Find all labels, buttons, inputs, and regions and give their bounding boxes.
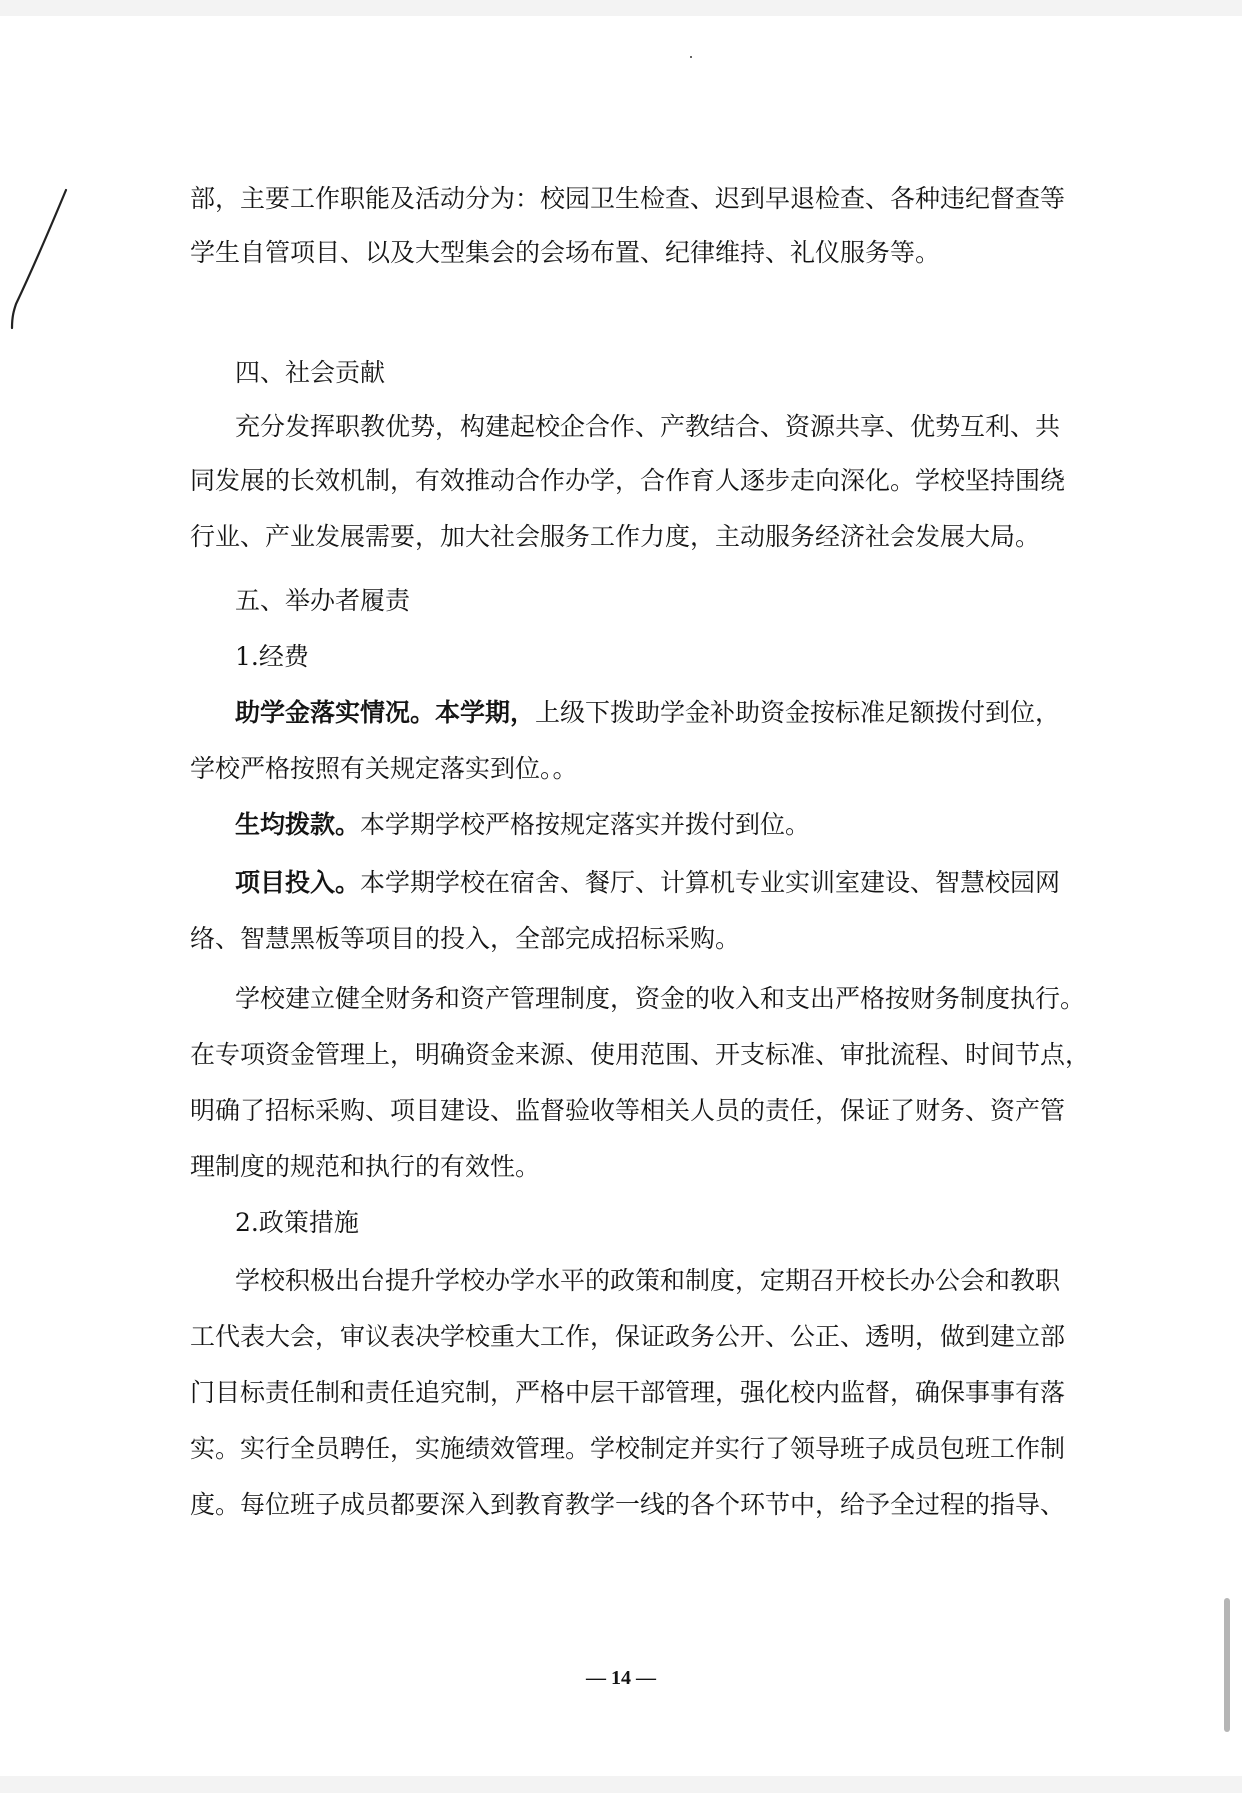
paragraph-line bbox=[235, 808, 1115, 842]
bold-lead: 项目投入。 bbox=[235, 868, 361, 897]
subsection-heading: 2.政策措施 bbox=[235, 1208, 359, 1237]
paragraph-line: 部，主要工作职能及活动分为：校园卫生检查、迟到早退检查、各种违纪督查等 bbox=[190, 184, 1066, 213]
scan-speck bbox=[690, 56, 692, 58]
paragraph-line: 同发展的长效机制，有效推动合作办学，合作育人逐步走向深化。学校坚持围绕 bbox=[190, 466, 1066, 495]
paragraph-line: 行业、产业发展需要，加大社会服务工作力度，主动服务经济社会发展大局。 bbox=[190, 522, 1041, 551]
bold-lead: 生均拨款。 bbox=[235, 810, 361, 839]
margin-pen-mark bbox=[6, 186, 76, 336]
paragraph-line: 在专项资金管理上，明确资金来源、使用范围、开支标准、审批流程、时间节点， bbox=[190, 1040, 1091, 1069]
paragraph-line: 学校建立健全财务和资产管理制度，资金的收入和支出严格按财务制度执行。 bbox=[235, 984, 1086, 1013]
section-heading: 四、社会贡献 bbox=[235, 358, 386, 387]
paragraph-line: 门目标责任制和责任追究制，严格中层干部管理，强化校内监督，确保事事有落 bbox=[190, 1378, 1066, 1407]
line-text: 本学期学校在宿舍、餐厅、计算机专业实训室建设、智慧校园网 bbox=[360, 868, 1061, 897]
paragraph-line: 工代表大会，审议表决学校重大工作，保证政务公开、公正、透明，做到建立部 bbox=[190, 1322, 1066, 1351]
viewer-top-bar bbox=[0, 0, 1242, 16]
paragraph-line bbox=[235, 866, 1115, 900]
paragraph-line: 理制度的规范和执行的有效性。 bbox=[190, 1152, 541, 1181]
paragraph-line: 充分发挥职教优势，构建起校企合作、产教结合、资源共享、优势互利、共 bbox=[235, 412, 1061, 441]
line-text: 上级下拨助学金补助资金按标准足额拨付到位， bbox=[535, 698, 1061, 727]
section-heading: 五、举办者履责 bbox=[235, 586, 411, 615]
paragraph-line: 学生自管项目、以及大型集会的会场布置、纪律维持、礼仪服务等。 bbox=[190, 238, 941, 267]
paragraph-line: 实。实行全员聘任，实施绩效管理。学校制定并实行了领导班子成员包班工作制 bbox=[190, 1434, 1066, 1463]
paragraph-line: 度。每位班子成员都要深入到教育教学一线的各个环节中，给予全过程的指导、 bbox=[190, 1490, 1066, 1519]
paragraph-line: 学校严格按照有关规定落实到位。。 bbox=[190, 754, 578, 783]
viewer-bottom-bar bbox=[0, 1776, 1242, 1793]
paragraph-line: 学校积极出台提升学校办学水平的政策和制度，定期召开校长办公会和教职 bbox=[235, 1266, 1061, 1295]
paragraph-line: 明确了招标采购、项目建设、监督验收等相关人员的责任，保证了财务、资产管 bbox=[190, 1096, 1066, 1125]
page-number: — 14 — bbox=[586, 1667, 656, 1689]
document-page bbox=[0, 16, 1242, 1776]
bold-lead: 助学金落实情况。本学期， bbox=[235, 698, 536, 727]
vertical-scrollbar[interactable] bbox=[1224, 1598, 1230, 1732]
paragraph-line bbox=[235, 696, 1115, 730]
line-text: 本学期学校严格按规定落实并拨付到位。 bbox=[360, 810, 811, 839]
subsection-heading: 1.经费 bbox=[235, 642, 309, 671]
paragraph-line: 络、智慧黑板等项目的投入，全部完成招标采购。 bbox=[190, 924, 741, 953]
